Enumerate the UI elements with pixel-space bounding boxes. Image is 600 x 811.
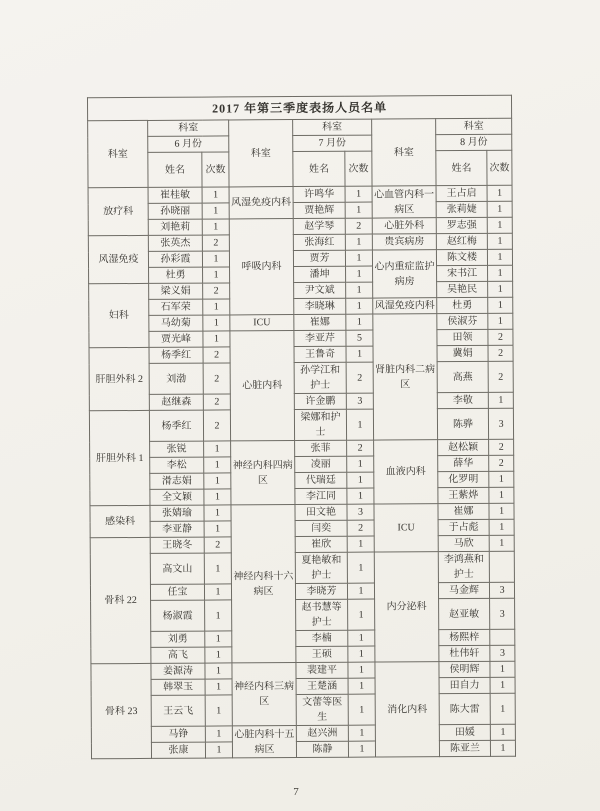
count-cell: 1 <box>204 553 231 584</box>
count-cell: 1 <box>346 282 373 298</box>
department-cell: 心脏内科十五病区 <box>232 726 296 758</box>
count-cell: 3 <box>346 393 373 409</box>
person-name-cell: 田媛 <box>439 724 490 740</box>
person-name-cell: 刘勇 <box>151 631 205 647</box>
count-cell: 3 <box>488 408 513 439</box>
count-cell: 1 <box>348 630 375 646</box>
person-name-cell: 于占彪 <box>438 519 489 535</box>
table-row <box>91 598 515 632</box>
department-cell: ICU <box>374 504 438 552</box>
table-row <box>90 582 514 601</box>
person-name-cell: 陈文楼 <box>436 249 487 265</box>
count-cell: 3 <box>490 645 515 661</box>
person-name-cell: 文蕾等医生 <box>296 694 348 725</box>
department-cell: 心脏内科 <box>230 331 295 441</box>
person-name-cell: 代瑞廷 <box>295 472 347 488</box>
count-cell: 1 <box>347 472 374 488</box>
count-cell: 2 <box>488 361 513 392</box>
table-row <box>91 740 515 759</box>
table-row <box>91 677 515 696</box>
count-cell: 1 <box>346 409 373 440</box>
count-cell: 5 <box>346 330 373 346</box>
header-group-dept-june: 科室 <box>148 120 229 136</box>
person-name-cell: 王硕 <box>296 646 348 662</box>
table-title: 2017 年第三季度表扬人员名单 <box>87 95 511 121</box>
person-name-cell: 赵学琴 <box>293 218 345 234</box>
count-cell: 1 <box>203 267 230 283</box>
count-cell: 1 <box>205 679 232 695</box>
count-cell: 3 <box>490 598 515 629</box>
department-cell: 风湿免疫内科 <box>229 187 293 219</box>
table-row <box>89 313 513 332</box>
person-name-cell: 李敬 <box>437 392 488 408</box>
person-name-cell: 尹文斌 <box>294 282 346 298</box>
table-row <box>89 265 513 284</box>
page-number: 7 <box>293 786 299 798</box>
person-name-cell: 高文山 <box>150 553 204 584</box>
person-name-cell: 李亚芹 <box>294 330 346 346</box>
person-name-cell: 梁娜和护士 <box>294 409 346 440</box>
count-cell: 1 <box>204 505 231 521</box>
person-name-cell: 侯淑芬 <box>437 313 488 329</box>
person-name-cell: 梁义娟 <box>149 283 203 299</box>
count-cell: 1 <box>348 662 375 678</box>
person-name-cell: 赵松颖 <box>438 439 489 455</box>
count-cell: 1 <box>204 473 231 489</box>
department-cell: 神经内科十六病区 <box>231 505 296 663</box>
count-cell: 2 <box>202 235 229 251</box>
header-name-august: 姓名 <box>436 150 487 185</box>
count-cell: 1 <box>490 740 515 756</box>
person-name-cell: 冀娟 <box>437 345 488 361</box>
person-name-cell: 罗志强 <box>436 217 487 233</box>
department-cell: 放疗科 <box>88 187 148 235</box>
person-name-cell: 李松 <box>150 457 204 473</box>
count-cell: 1 <box>204 457 231 473</box>
count-cell: 1 <box>348 678 375 694</box>
table-row <box>91 645 515 664</box>
person-name-cell: 贾芳 <box>293 250 345 266</box>
count-cell: 1 <box>347 536 374 552</box>
table-row <box>90 487 514 506</box>
person-name-cell: 全文颖 <box>150 489 204 505</box>
department-cell: 神经内科四病区 <box>231 441 295 505</box>
count-cell: 2 <box>345 218 372 234</box>
person-name-cell: 田领 <box>437 329 488 345</box>
person-name-cell: 孙学江和护士 <box>294 362 346 393</box>
count-cell: 1 <box>205 663 232 679</box>
count-cell: 1 <box>205 631 232 647</box>
person-name-cell: 王占启 <box>436 185 487 201</box>
person-name-cell: 赵书慧等护士 <box>296 599 348 630</box>
person-name-cell: 崔娜 <box>438 503 489 519</box>
person-name-cell: 薛华 <box>438 455 489 471</box>
person-name-cell: 高燕 <box>437 361 488 392</box>
person-name-cell: 王晓冬 <box>150 537 204 553</box>
count-cell: 1 <box>347 583 374 599</box>
person-name-cell: 赵亚敏 <box>439 598 490 629</box>
header-name-july: 姓名 <box>293 151 345 186</box>
table-row <box>89 408 513 442</box>
count-cell: 2 <box>204 537 231 553</box>
count-cell: 1 <box>346 298 373 314</box>
table-row <box>89 361 513 395</box>
person-name-cell: 凌丽 <box>295 456 347 472</box>
person-name-cell: 李江同 <box>295 488 347 504</box>
count-cell: 1 <box>202 187 229 203</box>
count-cell: 2 <box>347 520 374 536</box>
department-cell: 心血管内科一病区 <box>372 186 436 218</box>
header-name-june: 姓名 <box>148 152 202 187</box>
person-name-cell: 贾光峰 <box>149 331 203 347</box>
table-row <box>88 185 512 204</box>
count-cell: 1 <box>487 185 512 201</box>
count-cell: 1 <box>204 584 231 600</box>
person-name-cell: 马铮 <box>151 726 205 742</box>
person-name-cell: 陈静 <box>296 741 348 757</box>
person-name-cell: 李晓芳 <box>295 583 347 599</box>
count-cell: 1 <box>345 186 372 202</box>
count-cell: 1 <box>488 281 513 297</box>
person-name-cell: 赵兴洲 <box>296 725 348 741</box>
person-name-cell: 崔娜 <box>294 314 346 330</box>
count-cell: 1 <box>348 694 375 725</box>
person-name-cell: 孙晓丽 <box>148 203 202 219</box>
count-cell: 1 <box>205 695 232 726</box>
header-group-dept-july: 科室 <box>293 119 372 135</box>
count-cell: 1 <box>489 487 514 503</box>
count-cell: 1 <box>489 535 514 551</box>
person-name-cell: 吴艳民 <box>437 281 488 297</box>
department-cell: 肝胆外科 1 <box>89 410 150 505</box>
table-row <box>88 249 512 268</box>
department-cell: 心内重症监护病房 <box>372 250 436 298</box>
person-name-cell: 马幼菊 <box>149 315 203 331</box>
table-row <box>91 661 515 680</box>
count-cell: 1 <box>202 219 229 235</box>
person-name-cell: 马欣 <box>438 535 489 551</box>
count-cell: 1 <box>487 233 512 249</box>
department-cell: ICU <box>230 315 294 331</box>
person-name-cell: 化罗明 <box>438 471 489 487</box>
person-name-cell: 杜伟轩 <box>439 645 490 661</box>
header-month-july: 7 月份 <box>293 135 372 151</box>
department-cell: 肝胆外科 2 <box>89 347 149 410</box>
person-name-cell: 裴建平 <box>296 662 348 678</box>
person-name-cell: 杜勇 <box>149 267 203 283</box>
person-name-cell: 杨熙梓 <box>439 629 490 645</box>
table-body <box>88 185 516 759</box>
commendation-table <box>87 95 516 760</box>
count-cell: 1 <box>204 441 231 457</box>
count-cell: 1 <box>348 646 375 662</box>
count-cell: 2 <box>203 347 230 363</box>
person-name-cell: 杨季红 <box>149 347 203 363</box>
count-cell: 1 <box>487 201 512 217</box>
person-name-cell: 田自力 <box>439 677 490 693</box>
header-dept-june: 科室 <box>88 120 148 187</box>
count-cell: 1 <box>490 724 515 740</box>
count-cell <box>490 629 515 645</box>
person-name-cell: 陈亚兰 <box>439 740 490 756</box>
count-cell: 1 <box>490 677 515 693</box>
count-cell: 3 <box>347 504 374 520</box>
table-row <box>91 629 515 648</box>
person-name-cell: 李鸿燕和护士 <box>438 551 489 582</box>
person-name-cell: 贾艳辉 <box>293 202 345 218</box>
person-name-cell: 张莉婕 <box>436 201 487 217</box>
person-name-cell: 田文艳 <box>295 504 347 520</box>
count-cell: 2 <box>203 283 230 299</box>
person-name-cell: 杨淑霞 <box>151 600 205 631</box>
count-cell: 1 <box>204 521 231 537</box>
person-name-cell: 孙彩霞 <box>148 251 202 267</box>
header-dept-july: 科室 <box>229 120 293 187</box>
department-cell: 呼吸内科 <box>229 219 294 315</box>
header-count-july: 次数 <box>345 151 372 186</box>
person-name-cell: 陈大雷 <box>439 693 490 724</box>
person-name-cell: 许金鹏 <box>294 393 346 409</box>
person-name-cell: 张海红 <box>293 234 345 250</box>
count-cell: 1 <box>487 249 512 265</box>
person-name-cell: 任宝 <box>150 584 204 600</box>
table-row <box>90 439 514 458</box>
count-cell: 1 <box>348 725 375 741</box>
count-cell: 3 <box>489 582 514 598</box>
person-name-cell: 张锐 <box>150 441 204 457</box>
count-cell: 1 <box>346 266 373 282</box>
person-name-cell: 刘渤 <box>149 363 203 394</box>
count-cell: 1 <box>203 315 230 331</box>
person-name-cell: 韩翠玉 <box>151 679 205 695</box>
person-name-cell: 崔桂敏 <box>148 187 202 203</box>
count-cell: 1 <box>205 726 232 742</box>
count-cell: 1 <box>489 503 514 519</box>
person-name-cell: 杜勇 <box>437 297 488 313</box>
person-name-cell: 李晓琳 <box>294 298 346 314</box>
count-cell: 2 <box>346 362 373 393</box>
count-cell: 1 <box>490 661 515 677</box>
person-name-cell: 夏艳敏和护士 <box>295 552 347 583</box>
count-cell: 1 <box>202 251 229 267</box>
header-month-june: 6 月份 <box>148 136 229 152</box>
count-cell: 2 <box>489 455 514 471</box>
person-name-cell: 高飞 <box>151 647 205 663</box>
count-cell: 2 <box>203 394 230 410</box>
person-name-cell: 崔欣 <box>295 536 347 552</box>
count-cell: 1 <box>347 456 374 472</box>
count-cell: 1 <box>203 299 230 315</box>
table-row <box>88 201 512 220</box>
person-name-cell: 张康 <box>151 742 205 758</box>
header-row-columns <box>88 150 512 188</box>
count-cell: 1 <box>490 693 515 724</box>
count-cell: 1 <box>345 234 372 250</box>
table-row <box>89 281 513 300</box>
person-name-cell: 张菲 <box>295 440 347 456</box>
person-name-cell: 李亚静 <box>150 521 204 537</box>
count-cell: 1 <box>205 647 232 663</box>
count-cell: 1 <box>346 314 373 330</box>
person-name-cell: 马金辉 <box>438 582 489 598</box>
department-cell: 血液内科 <box>374 440 438 504</box>
table-row <box>88 233 512 252</box>
count-cell: 2 <box>489 439 514 455</box>
department-cell: 神经内科三病区 <box>232 663 296 726</box>
person-name-cell: 刘艳莉 <box>148 219 202 235</box>
department-cell: 感染科 <box>90 505 150 537</box>
count-cell <box>489 551 514 582</box>
header-group-dept-august: 科室 <box>436 118 512 134</box>
count-cell: 1 <box>489 519 514 535</box>
department-cell: 心脏外科 <box>372 218 436 234</box>
count-cell: 1 <box>202 203 229 219</box>
count-cell: 1 <box>489 471 514 487</box>
count-cell: 1 <box>205 600 232 631</box>
table-row <box>90 519 514 538</box>
count-cell: 1 <box>488 392 513 408</box>
count-cell: 1 <box>348 741 375 757</box>
count-cell: 2 <box>203 410 230 441</box>
department-cell: 妇科 <box>89 283 149 347</box>
count-cell: 1 <box>488 265 513 281</box>
count-cell: 2 <box>203 363 230 394</box>
count-cell: 1 <box>347 488 374 504</box>
person-name-cell: 侯明辉 <box>439 661 490 677</box>
person-name-cell: 王鲁奇 <box>294 346 346 362</box>
count-cell: 1 <box>203 331 230 347</box>
person-name-cell: 张英杰 <box>148 235 202 251</box>
person-name-cell: 王云飞 <box>151 695 205 726</box>
department-cell: 内分泌科 <box>374 552 439 662</box>
count-cell: 2 <box>347 440 374 456</box>
count-cell: 1 <box>487 217 512 233</box>
person-name-cell: 李楠 <box>296 630 348 646</box>
department-cell: 贵宾病房 <box>372 234 436 250</box>
person-name-cell: 张婧瑜 <box>150 505 204 521</box>
person-name-cell: 姜源涛 <box>151 663 205 679</box>
table-row <box>90 471 514 490</box>
person-name-cell: 宋书江 <box>437 265 488 281</box>
person-name-cell: 杨季红 <box>149 410 203 441</box>
department-cell: 肾脏内科二病区 <box>373 314 438 440</box>
header-count-june: 次数 <box>202 152 229 187</box>
department-cell: 风湿免疫 <box>88 235 148 283</box>
count-cell: 2 <box>488 345 513 361</box>
count-cell: 1 <box>488 297 513 313</box>
department-cell: 骨科 22 <box>90 537 151 663</box>
person-name-cell: 王紫烨 <box>438 487 489 503</box>
person-name-cell: 赵红梅 <box>436 233 487 249</box>
count-cell: 1 <box>488 313 513 329</box>
table-row <box>90 551 514 585</box>
table-row <box>91 693 515 727</box>
header-month-august: 8 月份 <box>436 134 512 150</box>
count-cell: 1 <box>345 202 372 218</box>
person-name-cell: 陈骅 <box>437 408 488 439</box>
person-name-cell: 赵继森 <box>149 394 203 410</box>
department-cell: 风湿免疫内科 <box>373 298 437 314</box>
count-cell: 1 <box>346 346 373 362</box>
person-name-cell: 王楚涵 <box>296 678 348 694</box>
count-cell: 1 <box>204 489 231 505</box>
person-name-cell: 潘坤 <box>294 266 346 282</box>
count-cell: 2 <box>488 329 513 345</box>
count-cell: 1 <box>345 250 372 266</box>
person-name-cell: 闫奕 <box>295 520 347 536</box>
title-row <box>87 95 511 121</box>
person-name-cell: 许鸣华 <box>293 186 345 202</box>
department-cell: 骨科 23 <box>91 663 152 758</box>
person-name-cell: 石军荣 <box>149 299 203 315</box>
person-name-cell: 滑志娟 <box>150 473 204 489</box>
header-dept-august: 科室 <box>372 119 436 186</box>
table-row <box>88 217 512 236</box>
header-count-august: 次数 <box>487 150 512 185</box>
count-cell: 1 <box>205 742 232 758</box>
department-cell: 消化内科 <box>375 662 440 757</box>
count-cell: 1 <box>347 552 374 583</box>
count-cell: 1 <box>348 599 375 630</box>
